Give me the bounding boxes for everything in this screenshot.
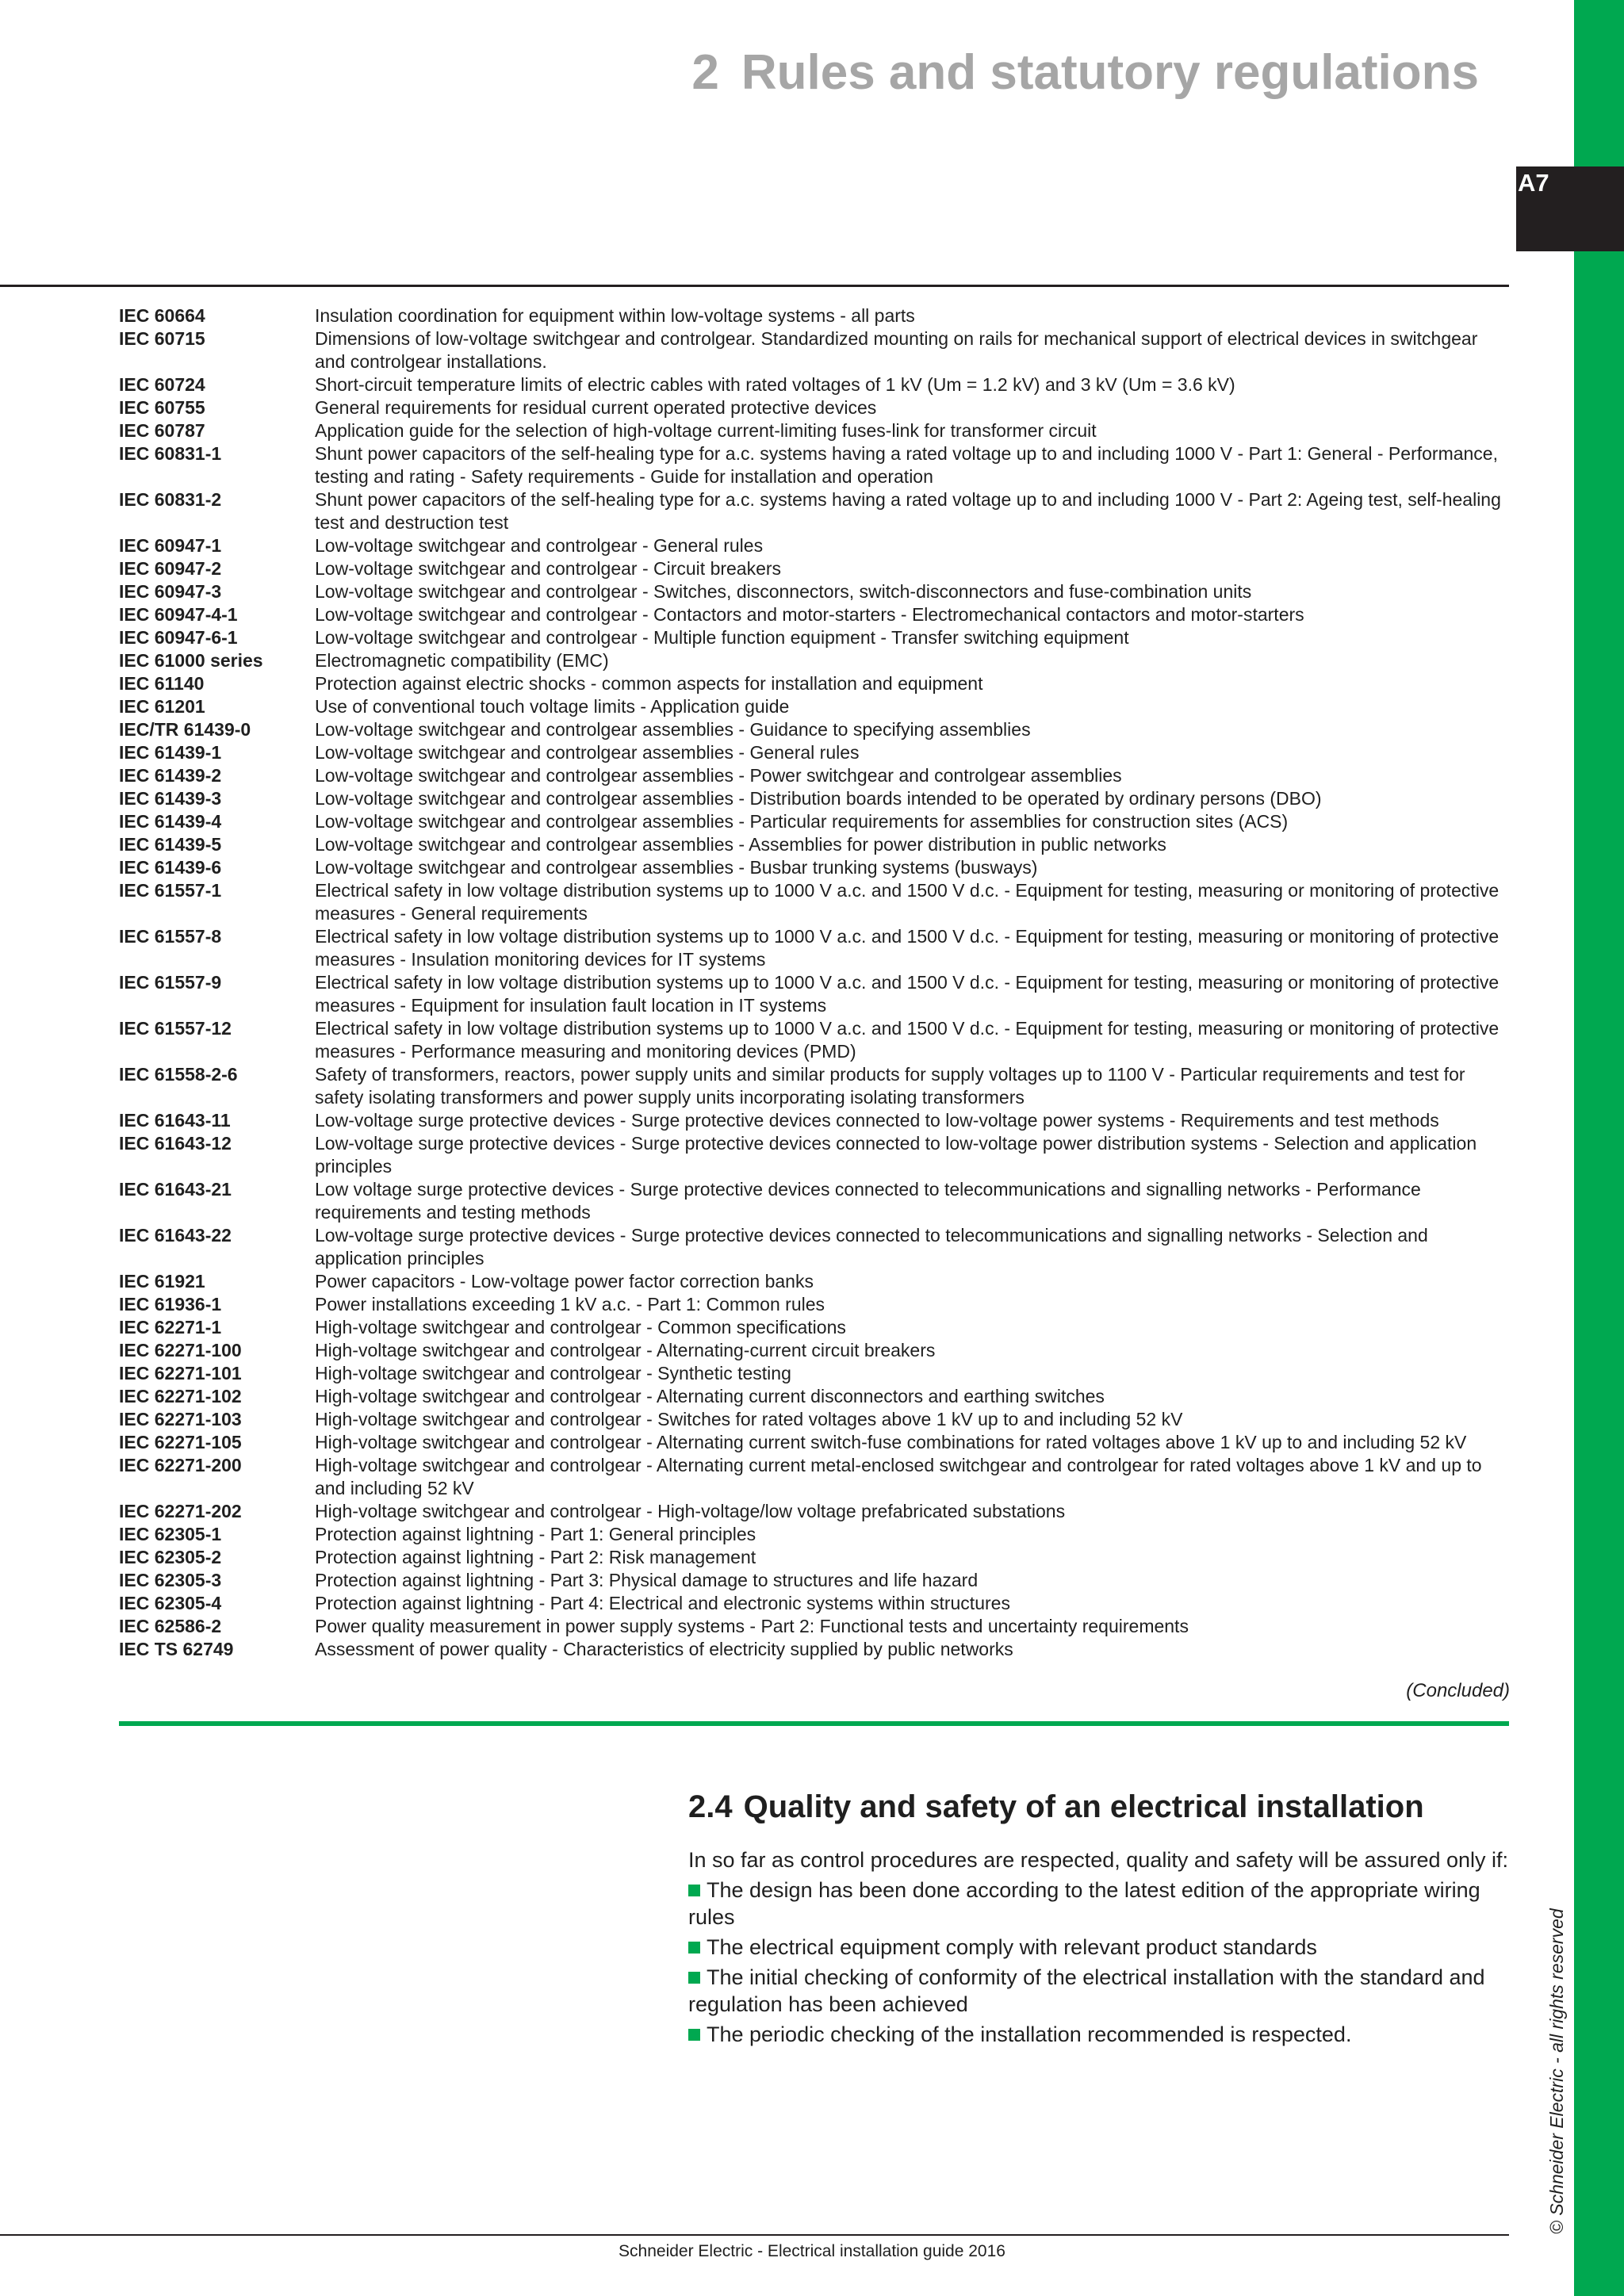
- chapter-title-text: Rules and statutory regulations: [741, 45, 1479, 100]
- standard-code: IEC 62271-100: [119, 1340, 242, 1360]
- standard-description: Electrical safety in low voltage distribution systems up to 1000 V a.c. and 1500 V d.c. - Equipment for testing, measuring or monitoring of protective measures - Insulation monitoring devices for IT systems: [315, 926, 1500, 970]
- standard-code: IEC 61439-5: [119, 834, 222, 855]
- requirement-text: The periodic checking of the installation recommended is respected.: [707, 2022, 1352, 2046]
- standard-code: IEC 62305-2: [119, 1547, 222, 1567]
- standard-row: [119, 488, 1508, 534]
- standard-row: [119, 1270, 1508, 1293]
- standard-row: [119, 833, 1508, 856]
- standard-row: [119, 1224, 1508, 1270]
- standard-code: IEC 62271-200: [119, 1455, 242, 1475]
- standard-code: IEC 61643-11: [119, 1110, 231, 1131]
- standard-description: Low-voltage surge protective devices - Surge protective devices connected to low-voltage power distribution systems - Selection and application principles: [315, 1133, 1477, 1177]
- standard-description: Power quality measurement in power supply systems - Part 2: Functional tests and uncertainty requirements: [315, 1616, 1189, 1636]
- standard-code: IEC 61643-21: [119, 1179, 232, 1200]
- standard-row: [119, 1385, 1508, 1408]
- standard-description: High-voltage switchgear and controlgear - Alternating current switch-fuse combinations for rated voltages above 1 kV up to and including 52 kV: [315, 1432, 1467, 1452]
- standard-code: IEC 60787: [119, 420, 205, 441]
- standard-code: IEC 62305-4: [119, 1593, 222, 1613]
- standard-description: Protection against lightning - Part 3: Physical damage to structures and life hazard: [315, 1570, 979, 1590]
- standard-code: IEC 61439-6: [119, 857, 222, 878]
- standard-row: [119, 304, 1508, 327]
- standard-row: [119, 718, 1508, 741]
- standard-description: Low-voltage surge protective devices - Surge protective devices connected to telecommunications and signalling networks - Selection and application principles: [315, 1225, 1428, 1269]
- standard-code: IEC 60664: [119, 305, 205, 326]
- standard-code: IEC 61140: [119, 673, 205, 694]
- standard-description: Low-voltage switchgear and controlgear - General rules: [315, 535, 764, 556]
- standard-row: [119, 1339, 1508, 1362]
- standard-code: IEC 61439-2: [119, 765, 222, 786]
- standard-description: Protection against lightning - Part 4: Electrical and electronic systems within structures: [315, 1593, 1010, 1613]
- standard-row: [119, 1615, 1508, 1638]
- standard-code: IEC 61201: [119, 696, 205, 717]
- standard-code: IEC 61439-3: [119, 788, 222, 809]
- standard-code: IEC/TR 61439-0: [119, 719, 251, 740]
- standard-description: High-voltage switchgear and controlgear - Synthetic testing: [315, 1363, 791, 1383]
- standard-description: High-voltage switchgear and controlgear - Switches for rated voltages above 1 kV up to and including 52 kV: [315, 1409, 1183, 1429]
- standard-code: IEC 62271-202: [119, 1501, 242, 1521]
- copyright-notice: © Schneider Electric - all rights reserved: [1546, 1908, 1567, 2234]
- quality-safety-section: [688, 1788, 1509, 2051]
- standard-code: IEC 61936-1: [119, 1294, 222, 1314]
- standard-code: IEC 61000 series: [119, 650, 263, 671]
- standard-description: High-voltage switchgear and controlgear - Alternating current disconnectors and earthing switches: [315, 1386, 1105, 1406]
- bottom-divider: [0, 2234, 1509, 2236]
- standard-description: High-voltage switchgear and controlgear - Common specifications: [315, 1317, 846, 1337]
- standard-description: Protection against lightning - Part 1: General principles: [315, 1524, 756, 1544]
- standard-code: IEC TS 62749: [119, 1639, 234, 1659]
- standard-code: IEC 60724: [119, 374, 205, 395]
- standard-description: General requirements for residual current operated protective devices: [315, 397, 877, 418]
- standard-code: IEC 60947-2: [119, 558, 222, 579]
- standard-code: IEC 60755: [119, 397, 205, 418]
- standard-row: [119, 1638, 1508, 1661]
- standard-row: [119, 971, 1508, 1017]
- standard-row: [119, 764, 1508, 787]
- standard-code: IEC 62271-101: [119, 1363, 242, 1383]
- standard-code: IEC 60947-1: [119, 535, 222, 556]
- standard-description: Low-voltage switchgear and controlgear assemblies - Power switchgear and controlgear assemblies: [315, 765, 1122, 786]
- standard-code: IEC 60715: [119, 328, 205, 349]
- standards-table: [119, 304, 1508, 1661]
- concluded-note: (Concluded): [1406, 1680, 1510, 1701]
- standard-row: [119, 1178, 1508, 1224]
- section-title: [688, 1788, 1509, 1826]
- standard-description: Low-voltage switchgear and controlgear assemblies - Particular requirements for assemblies for construction sites (ACS): [315, 811, 1289, 832]
- standard-row: [119, 1569, 1508, 1592]
- side-accent-bar: [1574, 0, 1624, 2296]
- standard-code: IEC 61921: [119, 1271, 205, 1292]
- requirement-text: The electrical equipment comply with relevant product standards: [707, 1935, 1317, 1959]
- standard-row: [119, 396, 1508, 419]
- standard-row: [119, 1132, 1508, 1178]
- standard-description: Low voltage surge protective devices - Surge protective devices connected to telecommunications and signalling networks - Performance requirements and testing methods: [315, 1179, 1421, 1223]
- standard-code: IEC 62305-1: [119, 1524, 222, 1544]
- standard-row: [119, 580, 1508, 603]
- section-number: 2.4: [688, 1789, 733, 1824]
- standard-row: [119, 1017, 1508, 1063]
- standard-code: IEC 60947-6-1: [119, 627, 238, 648]
- standard-row: [119, 419, 1508, 442]
- standard-description: Application guide for the selection of high-voltage current-limiting fuses-link for transformer circuit: [315, 420, 1097, 441]
- standard-code: IEC 62586-2: [119, 1616, 222, 1636]
- standard-code: IEC 61557-1: [119, 880, 222, 901]
- standard-description: Low-voltage switchgear and controlgear - Switches, disconnectors, switch-disconnectors and fuse-combination units: [315, 581, 1252, 602]
- standard-row: [119, 856, 1508, 879]
- standard-code: IEC 62271-105: [119, 1432, 242, 1452]
- standard-code: IEC 60831-1: [119, 443, 222, 464]
- requirements-list: [688, 1877, 1509, 2048]
- standard-row: [119, 925, 1508, 971]
- standard-description: Low-voltage surge protective devices - Surge protective devices connected to low-voltage power systems - Requirements and test methods: [315, 1110, 1439, 1131]
- standard-code: IEC 60831-2: [119, 489, 222, 510]
- chapter-number: 2: [691, 45, 719, 100]
- standard-description: Safety of transformers, reactors, power supply units and similar products for supply voltages up to 1100 V - Particular requirements and test for safety isolating transformers and power supply units incorporating isolating transformers: [315, 1064, 1465, 1108]
- standard-code: IEC 61558-2-6: [119, 1064, 238, 1085]
- standard-code: IEC 61557-9: [119, 972, 222, 993]
- standard-row: [119, 649, 1508, 672]
- standard-row: [119, 1454, 1508, 1500]
- standard-code: IEC 62305-3: [119, 1570, 222, 1590]
- standard-description: High-voltage switchgear and controlgear - High-voltage/low voltage prefabricated substations: [315, 1501, 1066, 1521]
- standard-description: High-voltage switchgear and controlgear - Alternating-current circuit breakers: [315, 1340, 936, 1360]
- standard-row: [119, 373, 1508, 396]
- standard-code: IEC 62271-102: [119, 1386, 242, 1406]
- requirement-item: [688, 1964, 1509, 2018]
- standard-row: [119, 741, 1508, 764]
- standard-description: Protection against lightning - Part 2: Risk management: [315, 1547, 756, 1567]
- standard-description: Low-voltage switchgear and controlgear assemblies - Distribution boards intended to be operated by ordinary persons (DBO): [315, 788, 1322, 809]
- top-divider: [0, 285, 1509, 287]
- standard-description: Assessment of power quality - Characteristics of electricity supplied by public networks: [315, 1639, 1013, 1659]
- standard-row: [119, 557, 1508, 580]
- standard-row: [119, 1523, 1508, 1546]
- standard-code: IEC 61439-1: [119, 742, 222, 763]
- standard-description: Low-voltage switchgear and controlgear - Contactors and motor-starters - Electromechanical contactors and motor-starters: [315, 604, 1304, 625]
- standard-description: Power installations exceeding 1 kV a.c. - Part 1: Common rules: [315, 1294, 825, 1314]
- standard-description: Low-voltage switchgear and controlgear assemblies - Busbar trunking systems (busways): [315, 857, 1038, 878]
- square-bullet-icon: [688, 1942, 700, 1954]
- standard-row: [119, 695, 1508, 718]
- section-title-text: Quality and safety of an electrical installation: [743, 1789, 1424, 1824]
- page-footer: Schneider Electric - Electrical installation guide 2016: [619, 2242, 1005, 2260]
- green-divider: [119, 1721, 1509, 1726]
- requirement-item: [688, 1877, 1509, 1931]
- standard-description: Electrical safety in low voltage distribution systems up to 1000 V a.c. and 1500 V d.c. - Equipment for testing, measuring or monitoring of protective measures - General requirements: [315, 880, 1500, 924]
- standard-code: IEC 61557-8: [119, 926, 222, 947]
- standard-row: [119, 1063, 1508, 1109]
- standard-row: [119, 442, 1508, 488]
- standard-row: [119, 1408, 1508, 1431]
- standard-code: IEC 61439-4: [119, 811, 222, 832]
- standard-description: Low-voltage switchgear and controlgear assemblies - General rules: [315, 742, 860, 763]
- standard-description: Protection against electric shocks - common aspects for installation and equipment: [315, 673, 983, 694]
- standard-description: High-voltage switchgear and controlgear - Alternating current metal-enclosed switchgear and controlgear for rated voltages above 1 kV and up to and including 52 kV: [315, 1455, 1482, 1498]
- standard-row: [119, 1316, 1508, 1339]
- standard-description: Dimensions of low-voltage switchgear and controlgear. Standardized mounting on rails for mechanical support of electrical devices in switchgear and controlgear installations.: [315, 328, 1478, 372]
- standard-row: [119, 1500, 1508, 1523]
- standard-row: [119, 879, 1508, 925]
- standard-description: Low-voltage switchgear and controlgear assemblies - Assemblies for power distribution in public networks: [315, 834, 1166, 855]
- standard-row: [119, 603, 1508, 626]
- requirement-item: [688, 2021, 1509, 2048]
- section-intro: In so far as control procedures are respected, quality and safety will be assured only if:: [688, 1848, 1509, 1872]
- standard-description: Short-circuit temperature limits of electric cables with rated voltages of 1 kV (Um = 1.2 kV) and 3 kV (Um = 3.6 kV): [315, 374, 1235, 395]
- page-tab: A7: [1516, 166, 1624, 251]
- standard-code: IEC 62271-1: [119, 1317, 222, 1337]
- standard-description: Low-voltage switchgear and controlgear - Circuit breakers: [315, 558, 782, 579]
- standard-row: [119, 1546, 1508, 1569]
- standard-description: Low-voltage switchgear and controlgear - Multiple function equipment - Transfer switching equipment: [315, 627, 1129, 648]
- chapter-title: [691, 46, 1479, 100]
- standard-row: [119, 1431, 1508, 1454]
- standard-row: [119, 327, 1508, 373]
- standard-code: IEC 62271-103: [119, 1409, 242, 1429]
- standard-row: [119, 1109, 1508, 1132]
- standard-description: Power capacitors - Low-voltage power factor correction banks: [315, 1271, 814, 1292]
- standard-row: [119, 534, 1508, 557]
- standard-description: Use of conventional touch voltage limits - Application guide: [315, 696, 790, 717]
- standard-description: Electrical safety in low voltage distribution systems up to 1000 V a.c. and 1500 V d.c. - Equipment for testing, measuring or monitoring of protective measures - Performance measuring and monitoring devices (PMD): [315, 1018, 1500, 1062]
- standard-description: Electrical safety in low voltage distribution systems up to 1000 V a.c. and 1500 V d.c. - Equipment for testing, measuring or monitoring of protective measures - Equipment for insulation fault location in IT systems: [315, 972, 1500, 1016]
- requirement-text: The initial checking of conformity of the electrical installation with the standard and regulation has been achieved: [688, 1965, 1485, 2016]
- requirement-item: [688, 1934, 1509, 1961]
- standard-row: [119, 626, 1508, 649]
- standard-row: [119, 672, 1508, 695]
- standard-description: Electromagnetic compatibility (EMC): [315, 650, 609, 671]
- standard-row: [119, 810, 1508, 833]
- standard-row: [119, 1362, 1508, 1385]
- standard-code: IEC 60947-4-1: [119, 604, 238, 625]
- square-bullet-icon: [688, 1972, 700, 1984]
- standard-description: Shunt power capacitors of the self-healing type for a.c. systems having a rated voltage up to and including 1000 V - Part 2: Ageing test, self-healing test and destruction test: [315, 489, 1501, 533]
- standard-code: IEC 61557-12: [119, 1018, 232, 1039]
- standard-code: IEC 60947-3: [119, 581, 222, 602]
- standard-row: [119, 1293, 1508, 1316]
- square-bullet-icon: [688, 2029, 700, 2041]
- requirement-text: The design has been done according to the latest edition of the appropriate wiring rules: [688, 1878, 1480, 1929]
- standard-code: IEC 61643-12: [119, 1133, 232, 1154]
- square-bullet-icon: [688, 1885, 700, 1896]
- standard-description: Shunt power capacitors of the self-healing type for a.c. systems having a rated voltage up to and including 1000 V - Part 1: General - Performance, testing and rating - Safety requirements - Guide for installation and operation: [315, 443, 1498, 487]
- standard-row: [119, 1592, 1508, 1615]
- standard-code: IEC 61643-22: [119, 1225, 232, 1246]
- standard-row: [119, 787, 1508, 810]
- standard-description: Low-voltage switchgear and controlgear assemblies - Guidance to specifying assemblies: [315, 719, 1031, 740]
- standard-description: Insulation coordination for equipment within low-voltage systems - all parts: [315, 305, 915, 326]
